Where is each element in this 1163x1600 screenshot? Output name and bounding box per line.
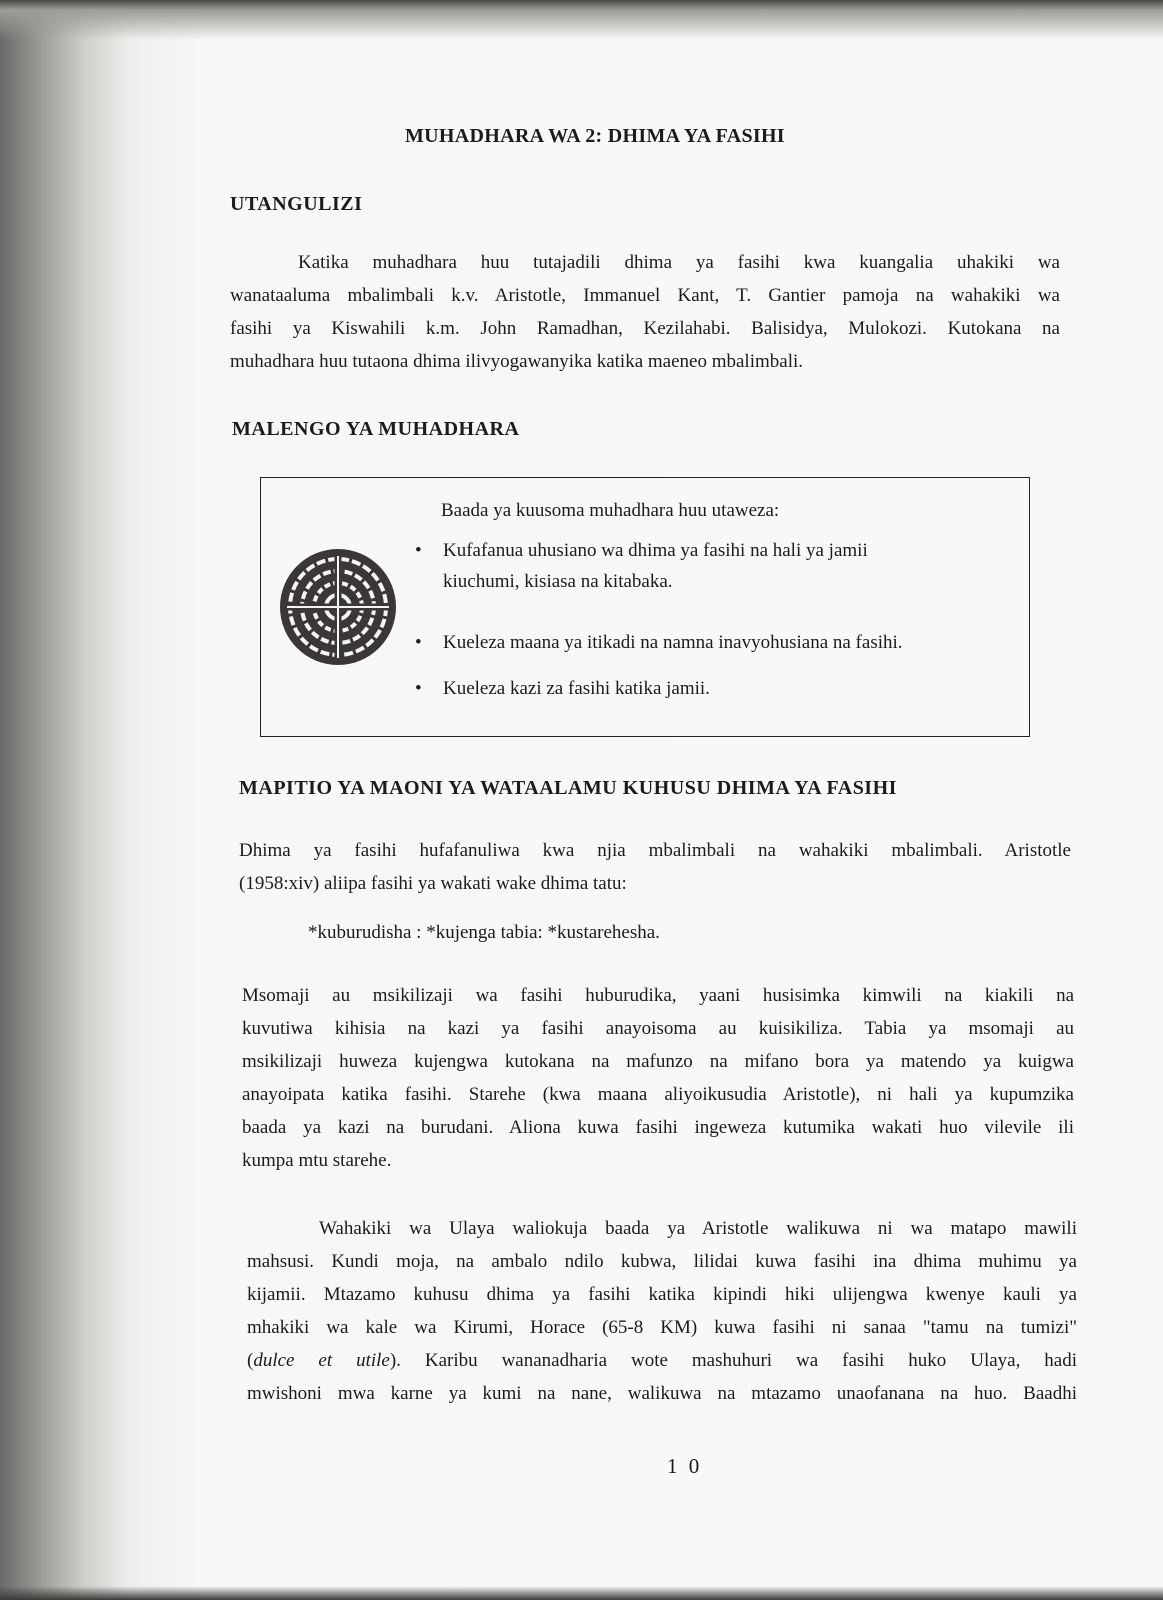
text-line: kijamii. Mtazamo kuhusu dhima ya fasihi katika kipindi hiki ulijengwa kwenye kauli ya xyxy=(247,1284,1077,1305)
text-line: msikilizaji huweza kujengwa kutokana na mafunzo na mifano bora ya matendo ya kuigwa xyxy=(242,1051,1074,1072)
list-item-text: kiuchumi, kisiasa na kitabaka. xyxy=(443,571,673,592)
text-line: Dhima ya fasihi hufafanuliwa kwa njia mbalimbali na wahakiki mbalimbali. Aristotle xyxy=(239,840,1071,861)
objectives-intro: Baada ya kuusoma muhadhara huu utaweza: xyxy=(441,500,780,521)
mapitio-paragraph-1 xyxy=(239,834,1071,900)
list-item-text: Kueleza kazi za fasihi katika jamii. xyxy=(443,678,710,699)
utangulizi-paragraph xyxy=(230,246,1060,378)
text-line xyxy=(247,1344,1077,1377)
text-line: kumpa mtu starehe. xyxy=(242,1150,392,1171)
text-line: Wahakiki wa Ulaya waliokuja baada ya Aristotle walikuwa ni wa matapo mawili xyxy=(319,1218,1077,1239)
page-number: 1 0 xyxy=(667,1454,703,1478)
text-line: mwishoni mwa karne ya kumi na nane, walikuwa na mtazamo unaofanana na huo. Baadhi xyxy=(247,1383,1077,1404)
functions-list: *kuburudisha : *kujenga tabia: *kustarehesha. xyxy=(308,922,660,943)
page-title: MUHADHARA WA 2: DHIMA YA FASIHI xyxy=(405,125,785,147)
text-line: (1958:xiv) aliipa fasihi ya wakati wake dhima tatu: xyxy=(239,873,627,894)
text-line: Katika muhadhara huu tutajadili dhima ya fasihi kwa kuangalia uhakiki wa xyxy=(298,252,1060,273)
mapitio-paragraph-3 xyxy=(247,1212,1077,1410)
bullet-icon: • xyxy=(415,540,422,561)
mapitio-paragraph-2 xyxy=(242,979,1074,1177)
bullet-icon: • xyxy=(415,632,422,653)
text-line: anayoipata katika fasihi. Starehe (kwa maana aliyoikusudia Aristotle), ni hali ya kupumzika xyxy=(242,1084,1074,1105)
list-item xyxy=(415,673,710,704)
bullet-icon: • xyxy=(415,678,422,699)
italic-phrase: dulce et utile xyxy=(253,1350,390,1371)
text-line-rest: ). Karibu wananadharia wote mashuhuri wa fasihi huko Ulaya, hadi xyxy=(389,1350,1077,1371)
list-item xyxy=(415,627,903,658)
text-line: baada ya kazi na burudani. Aliona kuwa fasihi ingeweza kutumika wakati huo vilevile ili xyxy=(242,1117,1074,1138)
section-heading-mapitio: MAPITIO YA MAONI YA WATAALAMU KUHUSU DHIMA YA FASIHI xyxy=(239,777,897,799)
text-line: wanataaluma mbalimbali k.v. Aristotle, Immanuel Kant, T. Gantier pamoja na wahakiki wa xyxy=(230,285,1060,306)
list-item-text: Kueleza maana ya itikadi na namna inavyohusiana na fasihi. xyxy=(443,632,903,653)
target-icon xyxy=(277,546,399,668)
text-line: kuvutiwa kihisia na kazi ya fasihi anayoisoma au kuisikiliza. Tabia ya msomaji au xyxy=(242,1018,1074,1039)
text-line: mhakiki wa kale wa Kirumi, Horace (65-8 KM) kuwa fasihi ni sanaa "tamu na tumizi" xyxy=(247,1317,1077,1338)
list-item-text: Kufafanua uhusiano wa dhima ya fasihi na hali ya jamii xyxy=(443,540,868,561)
text-line: muhadhara huu tutaona dhima ilivyogawanyika katika maeneo mbalimbali. xyxy=(230,351,803,372)
text-line: Msomaji au msikilizaji wa fasihi huburudika, yaani husisimka kimwili na kiakili na xyxy=(242,985,1074,1006)
paren-open: ( xyxy=(247,1350,254,1371)
section-heading-utangulizi: UTANGULIZI xyxy=(230,193,363,215)
objectives-box xyxy=(260,477,1030,737)
text-line: mahsusi. Kundi moja, na ambalo ndilo kubwa, lilidai kuwa fasihi ina dhima muhimu ya xyxy=(247,1251,1077,1272)
text-line: fasihi ya Kiswahili k.m. John Ramadhan, Kezilahabi. Balisidya, Mulokozi. Kutokana na xyxy=(230,318,1060,339)
list-item xyxy=(415,535,868,597)
section-heading-malengo: MALENGO YA MUHADHARA xyxy=(232,418,520,440)
